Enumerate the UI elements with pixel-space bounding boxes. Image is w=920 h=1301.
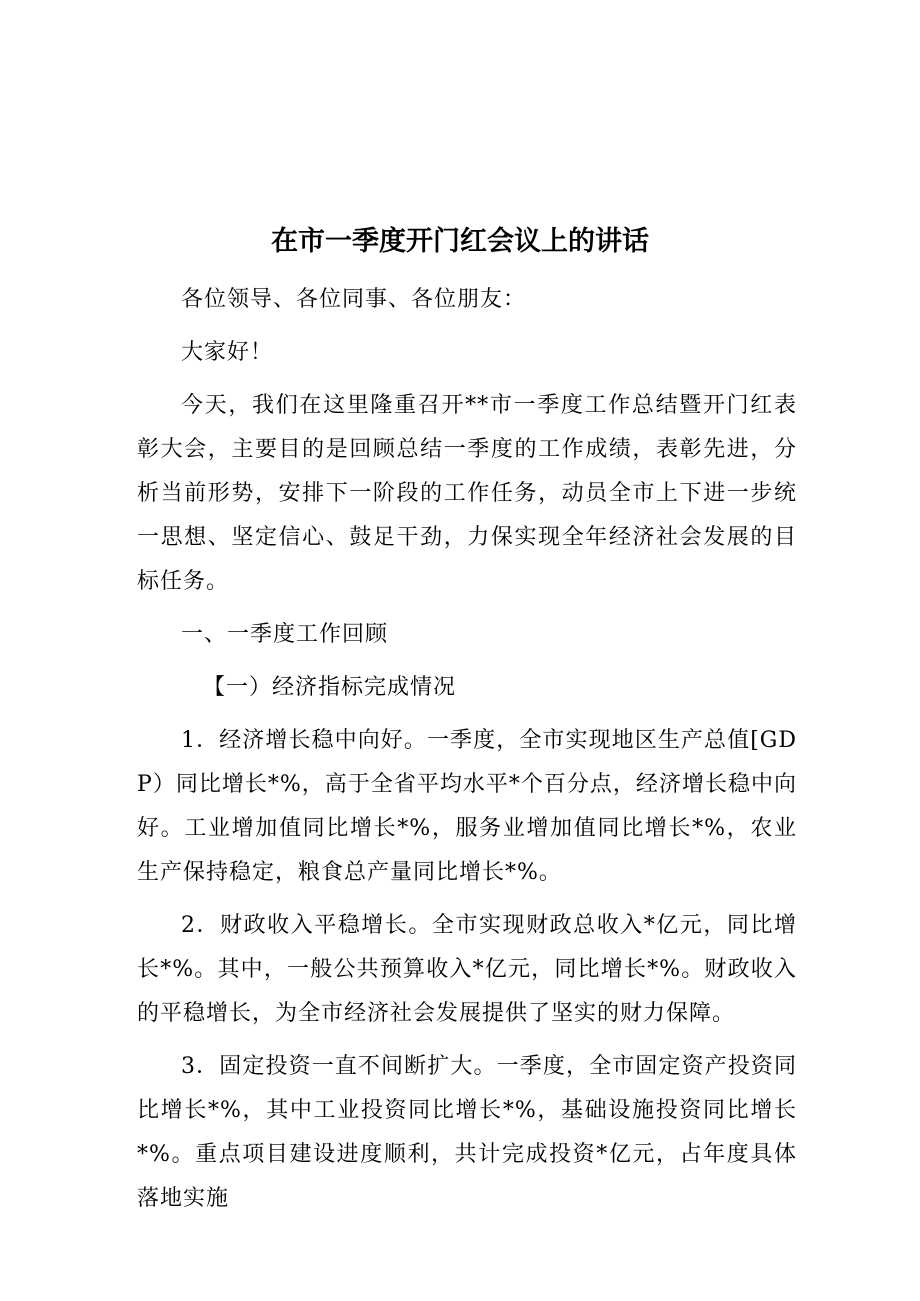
item-paragraph-1: 1．经济增长稳中向好。一季度，全市实现地区生产总值[GDP）同比增长*%，高于全省平均水平*个百分点，经济增长稳中向好。工业增加值同比增长*%，服务业增加值同比增长*%，农业生产保持稳定，粮食总产量同比增长*%。 xyxy=(137,728,797,885)
document-title: 在市一季度开门红会议上的讲话 xyxy=(271,226,649,257)
document-body xyxy=(137,278,797,1230)
intro-paragraph: 今天，我们在这里隆重召开**市一季度工作总结暨开门红表彰大会，主要目的是回顾总结一季度的工作成绩，表彰先进，分析当前形势，安排下一阶段的工作任务，动员全市上下进一步统一思想、坚定信心、鼓足干劲，力保实现全年经济社会发展的目标任务。 xyxy=(137,393,797,594)
subsection-heading: 【一）经济指标完成情况 xyxy=(203,675,457,700)
item-paragraph-2: 2．财政收入平稳增长。全市实现财政总收入*亿元，同比增长*%。其中，一般公共预算收入*亿元，同比增长*%。财政收入的平稳增长，为全市经济社会发展提供了坚实的财力保障。 xyxy=(137,913,797,1026)
item-paragraph-3: 3．固定投资一直不间断扩大。一季度，全市固定资产投资同比增长*%，其中工业投资同比增长*%，基础设施投资同比增长*%。重点项目建设进度顺利，共计完成投资*亿元，占年度具体落地实施 xyxy=(137,1054,798,1211)
salutation: 大家好！ xyxy=(181,340,274,365)
greeting: 各位领导、各位同事、各位朋友： xyxy=(181,287,527,312)
section-heading: 一、一季度工作回顾 xyxy=(181,622,389,647)
